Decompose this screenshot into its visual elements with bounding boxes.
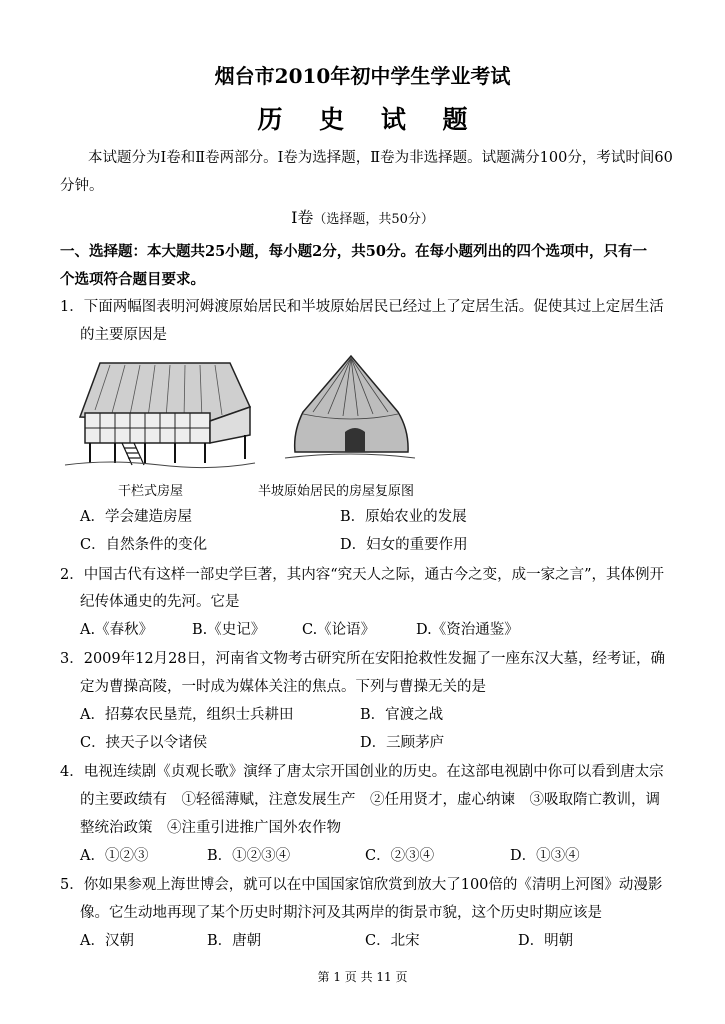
q4-option-b[interactable]: B．①②③④ xyxy=(207,848,291,864)
q1-option-c[interactable]: C．自然条件的变化 xyxy=(80,537,208,553)
section-instructions-1: 一、选择题：本大题共25小题，每小题2分，共50分。在每小题列出的四个选项中，只有一 xyxy=(60,243,647,260)
q2-option-a[interactable]: A.《春秋》 xyxy=(80,622,154,638)
q2-line-1: 2．中国古代有这样一部史学巨著，其内容“究天人之际，通古今之变，成一家之言”，其体例开 xyxy=(60,567,665,583)
section-instructions-2: 个选项符合题目要求。 xyxy=(60,271,205,288)
q3-option-c[interactable]: C．挟天子以令诸侯 xyxy=(80,735,208,751)
q1-line-1: 1．下面两幅图表明河姆渡原始居民和半坡原始居民已经过上了定居生活。促使其过上定居生活 xyxy=(60,299,664,315)
q3-option-b[interactable]: B．官渡之战 xyxy=(360,707,444,723)
caption-banpo-hut: 半坡原始居民的房屋复原图 xyxy=(258,484,415,499)
stilt-house-image xyxy=(60,355,260,470)
banpo-hut-image xyxy=(283,352,418,470)
q5-option-c[interactable]: C．北宋 xyxy=(365,933,420,949)
q3-option-d[interactable]: D．三顾茅庐 xyxy=(360,735,445,751)
q5-line-2: 像。它生动地再现了某个历史时期汴河及其两岸的街景市貌，这个历史时期应该是 xyxy=(80,905,602,921)
q4-line-1: 4．电视连续剧《贞观长歌》演绎了唐太宗开国创业的历史。在这部电视剧中你可以看到唐太宗 xyxy=(60,764,664,780)
intro-line-1: 本试题分为Ⅰ卷和Ⅱ卷两部分。Ⅰ卷为选择题，Ⅱ卷为非选择题。试题满分100分，考试时间60 xyxy=(88,150,673,166)
intro-line-2: 分钟。 xyxy=(60,178,104,194)
q2-option-b[interactable]: B.《史记》 xyxy=(192,622,266,638)
exam-title: 烟台市2010年初中学生学业考试 xyxy=(214,64,511,88)
page-footer: 第 1 页 共 11 页 xyxy=(317,970,408,984)
q4-line-2: 的主要政绩有 ①轻徭薄赋，注意发展生产 ②任用贤才，虚心纳谏 ③吸取隋亡教训，调 xyxy=(80,792,660,808)
q1-line-2: 的主要原因是 xyxy=(80,327,167,343)
part-heading xyxy=(0,205,725,228)
q2-option-c[interactable]: C.《论语》 xyxy=(302,622,376,638)
part-note: （选择题，共50分） xyxy=(313,212,434,227)
q2-line-2: 纪传体通史的先河。它是 xyxy=(80,594,240,610)
q4-option-d[interactable]: D．①③④ xyxy=(510,848,580,864)
subject-title: 历 史 试 题 xyxy=(257,105,482,134)
q3-line-1: 3．2009年12月28日，河南省文物考古研究所在安阳抢救性发掘了一座东汉大墓，经考证，确 xyxy=(60,651,666,667)
q5-option-d[interactable]: D．明朝 xyxy=(518,933,574,949)
q1-option-b[interactable]: B．原始农业的发展 xyxy=(340,509,467,525)
part-label: Ⅰ卷 xyxy=(291,208,314,227)
q1-option-a[interactable]: A．学会建造房屋 xyxy=(80,509,192,525)
q4-option-c[interactable]: C．②③④ xyxy=(365,848,435,864)
q5-option-b[interactable]: B．唐朝 xyxy=(207,933,262,949)
q2-option-d[interactable]: D.《资治通鉴》 xyxy=(416,622,519,638)
q5-line-1: 5．你如果参观上海世博会，就可以在中国国家馆欣赏到放大了100倍的《清明上河图》动漫影 xyxy=(60,877,663,893)
q4-line-3: 整统治政策 ④注重引进推广国外农作物 xyxy=(80,820,341,836)
caption-stilt-house: 干栏式房屋 xyxy=(118,484,184,499)
q4-option-a[interactable]: A．①②③ xyxy=(80,848,149,864)
q3-option-a[interactable]: A．招募农民垦荒，组织士兵耕田 xyxy=(80,707,294,723)
q1-option-d[interactable]: D．妇女的重要作用 xyxy=(340,537,468,553)
q5-option-a[interactable]: A．汉朝 xyxy=(80,933,134,949)
q3-line-2: 定为曹操高陵，一时成为媒体关注的焦点。下列与曹操无关的是 xyxy=(80,679,486,695)
